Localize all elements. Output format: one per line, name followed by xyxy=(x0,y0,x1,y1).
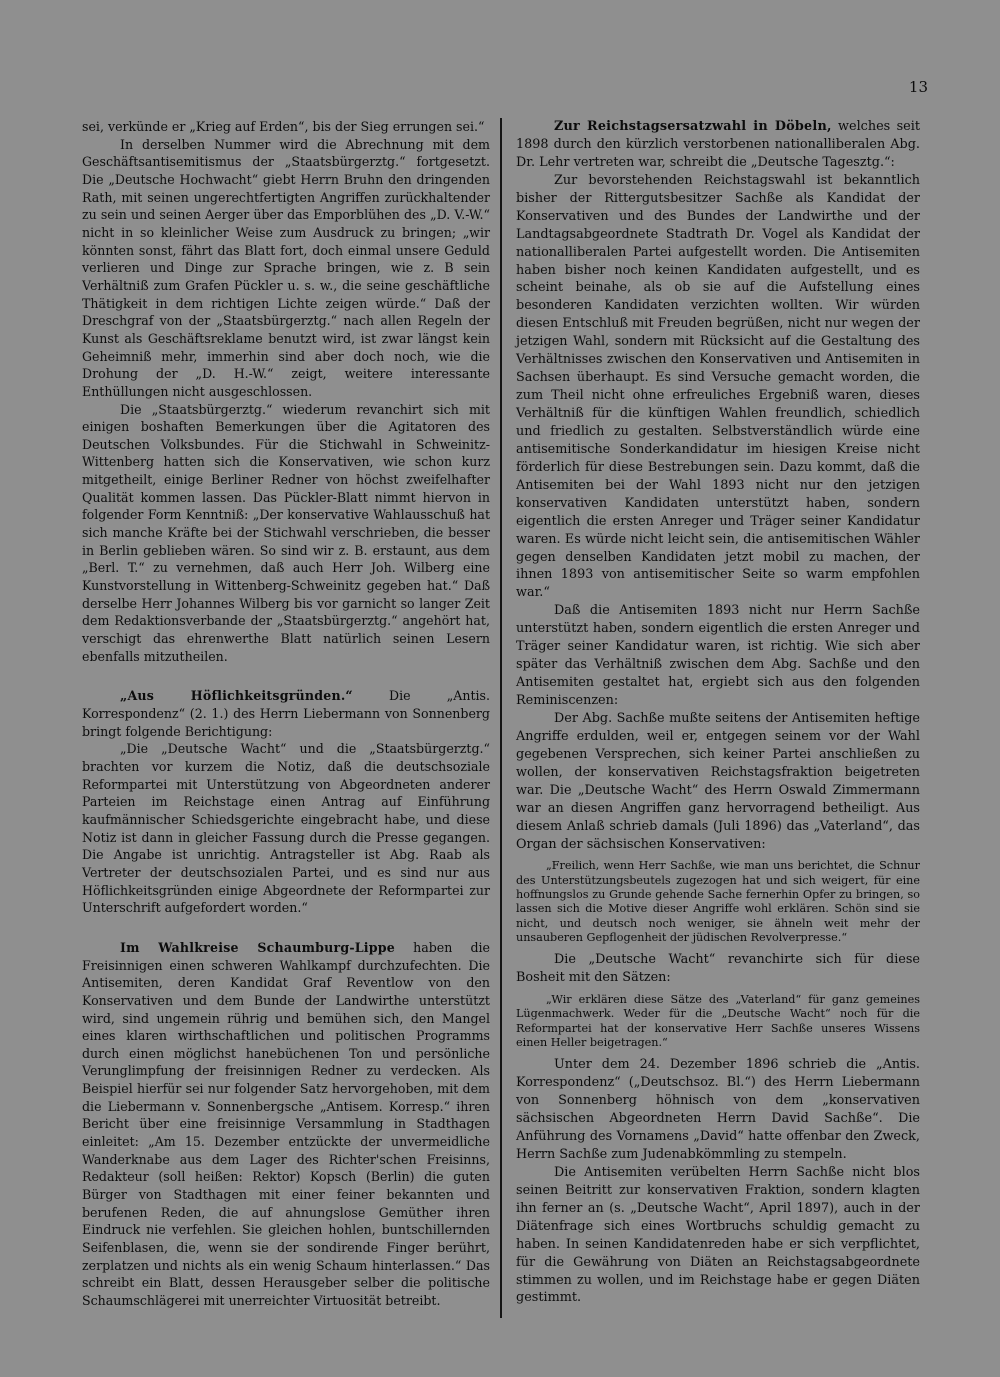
article-lead: Die „Antis. Korrespondenz“ (2. 1.) des Herrn Liebermann von Sonnenberg bringt folgende Berichtigung: xyxy=(82,688,490,739)
article-body: haben die Freisinnigen einen schweren Wahlkampf durchzufechten. Die Antisemiten, deren Kandidat Graf Reventlow von den Konservativen und dem Bunde der Landwirthe unterstützt wird, sind ungemein rührig und bemühen sich, den Mangel eines klaren wirthschaftlichen und politischen Programms durch einen möglichst hanebüchenen Ton und persönliche Verunglimpfung der freisinnigen Redner zu verdecken. Als Beispiel hierfür sei nur folgender Satz hervorgehoben, mit dem die Liebermann v. Sonnenbergsche „Antisem. Korresp.“ ihren Bericht über eine freisinnige Versammlung in Stadthagen einleitet: „Am 15. Dezember entzückte der unvermeidliche Wanderknabe aus dem Lager des Richter'schen Freisinns, Redakteur (soll heißen: Rektor) Kopsch (Berlin) die guten Bürger von Stadthagen mit einer feiner bekannten und berufenen Reden, die auf ahnungslose Gemüther ihren Eindruck nie verfehlen. Sie gleichen hohlen, buntschillernden Seifenblasen, die, wenn sie der sondirende Finger berührt, zerplatzen und nichts als ein wenig Schaum hinterlassen.“ Das schreibt ein Blatt, dessen Herausgeber selber die politische Schaumschlägerei mit unerreichter Virtuosität betreibt. xyxy=(82,939,490,1308)
article-heading: „Aus Höflichkeitsgründen.“ xyxy=(120,688,353,704)
quotation: „Freilich, wenn Herr Sachße, wie man uns berichtet, die Schnur des Unterstützungsbeutels zugezogen hat und sich weigert, für eine hoffnungslos zu Grunde gehende Sache fernerhin Opfer zu bringen, so lassen sich die Motive dieser Angriffe wohl erklären. Schön sind sie nicht, und deutsch noch weniger, sie ähneln weit mehr der unsauberen Gepflogenheit der jüdischen Revolverpresse.“ xyxy=(516,859,920,944)
right-paragraph: Die „Deutsche Wacht“ revanchirte sich für diese Bosheit mit den Sätzen: xyxy=(516,952,920,986)
article-heading: Zur Reichstagsersatzwahl in Döbeln, xyxy=(554,119,832,134)
article-lead: welches seit 1898 durch den kürzlich verstorbenen nationalliberalen Abg. Dr. Lehr vertreten war, schreibt die „Deutsche Tagesztg.“: xyxy=(516,119,920,170)
left-paragraph: „Die „Deutsche Wacht“ und die „Staatsbürgerztg.“ brachten vor kurzem die Notiz, daß die deutschsoziale Reformpartei mit Unterstützung von Abgeordneten anderer Parteien im Reichstage einen Antrag auf Einführung kaufmännischer Schiedsgerichte eingebracht habe, und diese Notiz ist dann in gleicher Fassung durch die Presse gegangen. Die Angabe ist unrichtig. Antragsteller ist Abg. Raab als Vertreter der deutschsozialen Partei, und es sind nur aus Höflichkeitsgründen einige Abgeordnete der Reformpartei zur Unterschrift aufgefordert worden.“ xyxy=(82,741,490,916)
right-paragraph: Der Abg. Sachße mußte seitens der Antisemiten heftige Angriffe erdulden, weil er, entgegen seinem vor der Wahl gegebenen Versprechen, sich keiner Partei anschließen zu wollen, der konservativen Reichstagsfraktion beigetreten war. Die „Deutsche Wacht“ des Herrn Oswald Zimmermann war an diesen Angriffen ganz hervorragend betheiligt. Aus diesem Anlaß schrieb damals (Juli 1896) das „Vaterland“, das Organ der sächsischen Konservativen: xyxy=(516,710,920,852)
left-column xyxy=(82,118,490,1310)
article-courtesy xyxy=(82,687,490,740)
right-column xyxy=(516,118,920,1307)
right-paragraph: Zur bevorstehenden Reichstagswahl ist bekanntlich bisher der Rittergutsbesitzer Sachße als Kandidat der Konservativen und des Bundes der Landwirthe und der Landtagsabgeordnete Stadtrath Dr. Vogel als Kandidat der nationalliberalen Partei aufgestellt worden. Die Antisemiten haben bisher noch keinen Kandidaten aufgestellt, und es scheint beinahe, als ob sie auf die Aufstellung eines besonderen Kandidaten verzichten wollten. Wir würden diesen Entschluß mit Freuden begrüßen, nicht nur wegen der jetzigen Wahl, sondern mit Rücksicht auf die Gestaltung des Verhältnisses zwischen den Konservativen und Antisemiten in Sachsen überhaupt. Es sind Versuche gemacht worden, die zum Theil nicht ohne erfreuliches Ergebniß waren, dieses Verhältniß für die künftigen Wahlen freundlich, schiedlich und friedlich zu gestalten. Selbstverständlich würde eine antisemitische Sonderkandidatur im hiesigen Kreise nicht förderlich für diese Bestrebungen sein. Dazu kommt, daß die Antisemiten bei der Wahl 1893 nicht nur den jetzigen konservativen Kandidaten unterstützt haben, sondern eigentlich die ersten Anreger und Träger seiner Kandidatur waren. Es würde nicht leicht sein, die antisemitischen Wähler gegen denselben Kandidaten jetzt mobil zu machen, der ihnen 1893 von antisemitischer Seite so warm empfohlen war.“ xyxy=(516,172,920,601)
left-paragraph: sei, verkünde er „Krieg auf Erden“, bis der Sieg errungen sei.“ xyxy=(82,119,485,134)
article-schaumburg xyxy=(82,939,490,1310)
left-paragraph: In derselben Nummer wird die Abrechnung mit dem Geschäftsantisemitismus der „Staatsbürgerztg.“ fortgesetzt. Die „Deutsche Hochwacht“ giebt Herrn Bruhn den dringenden Rath, mit seinen ungerechtfertigten Angriffen zurückhaltender zu sein und seinen Aerger über das Emporblühen des „D. V.-W.“ nicht in so kleinlicher Weise zum Ausdruck zu bringen; „wir könnten sonst, fährt das Blatt fort, doch einmal unsere Geduld verlieren und Dinge zur Sprache bringen, wie z. B sein Verhältniß zum Grafen Pückler u. s. w., die seine geschäftliche Thätigkeit in dem richtigen Lichte zeigen würde.“ Daß der Dreschgraf von der „Staatsbürgerztg.“ nach allen Regeln der Kunst als Geschäftsreklame benutzt wird, ist zwar längst kein Geheimniß mehr, immerhin sind aber doch noch, wie die Drohung der „D. H.-W.“ zeigt, weitere interessante Enthüllungen nicht ausgeschlossen. xyxy=(82,136,490,399)
column-divider xyxy=(500,118,502,1318)
right-paragraph: Daß die Antisemiten 1893 nicht nur Herrn Sachße unterstützt haben, sondern eigentlich die ersten Anreger und Träger seiner Kandidatur waren, ist richtig. Wie sich aber später das Verhältniß zwischen dem Abg. Sachße und den Antisemiten gestaltet hat, ergiebt sich aus den folgenden Reminiscenzen: xyxy=(516,603,920,708)
right-paragraph: Unter dem 24. Dezember 1896 schrieb die „Antis. Korrespondenz“ („Deutschsoz. Bl.“) des Herrn Liebermann von Sonnenberg höhnisch von dem „konservativen sächsischen Abgeordneten Herrn David Sachße“. Die Anführung des Vornamens „David“ hatte offenbar den Zweck, Herrn Sachße zum Judenabkömmling zu stempeln. xyxy=(516,1057,920,1162)
quotation: „Wir erklären diese Sätze des „Vaterland“ für ganz gemeines Lügenmachwerk. Weder für die „Deutsche Wacht“ noch für die Reformpartei hat der konservative Herr Sachße unseres Wissens einen Heller beigetragen.“ xyxy=(516,993,920,1049)
article-heading: Im Wahlkreise Schaumburg-Lippe xyxy=(120,939,396,955)
right-paragraph: Die Antisemiten verübelten Herrn Sachße nicht blos seinen Beitritt zur konservativen Fraktion, sondern klagten ihn ferner an (s. „Deutsche Wacht“, April 1897), auch in der Diätenfrage sich eines Wortbruchs schuldig gemacht zu haben. In seinen Kandidatenreden habe er sich verpflichtet, für die Gewährung von Diäten an Reichstagsabgeordnete stimmen zu wollen, und im Reichstage habe er gegen Diäten gestimmt. xyxy=(516,1164,920,1306)
article-doebeln xyxy=(516,118,920,172)
page-number: 13 xyxy=(908,78,928,96)
left-paragraph: Die „Staatsbürgerztg.“ wiederum revanchirt sich mit einigen boshaften Bemerkungen über die Agitatoren des Deutschen Volksbundes. Für die Stichwahl in Schweinitz-Wittenberg hatten sich die Konservativen, wie schon kurz mitgetheilt, einige Berliner Redner von höchst zweifelhafter Qualität kommen lassen. Das Pückler-Blatt nimmt hiervon in folgender Form Kenntniß: „Der konservative Wahlausschuß hat sich manche Kräfte bei der Stichwahl verschrieben, die besser in Berlin geblieben wären. So sind wir z. B. erstaunt, aus dem „Berl. T.“ zu vernehmen, daß auch Herr Joh. Wilberg eine Kunstvorstellung in Wittenberg-Schweinitz gegeben hat.“ Daß derselbe Herr Johannes Wilberg bis vor garnicht so langer Zeit dem Redaktionsverbande der „Staatsbürgerztg.“ angehört hat, verschigt das ehrenwerthe Blatt natürlich seinen Lesern ebenfalls mitzutheilen. xyxy=(82,401,490,664)
